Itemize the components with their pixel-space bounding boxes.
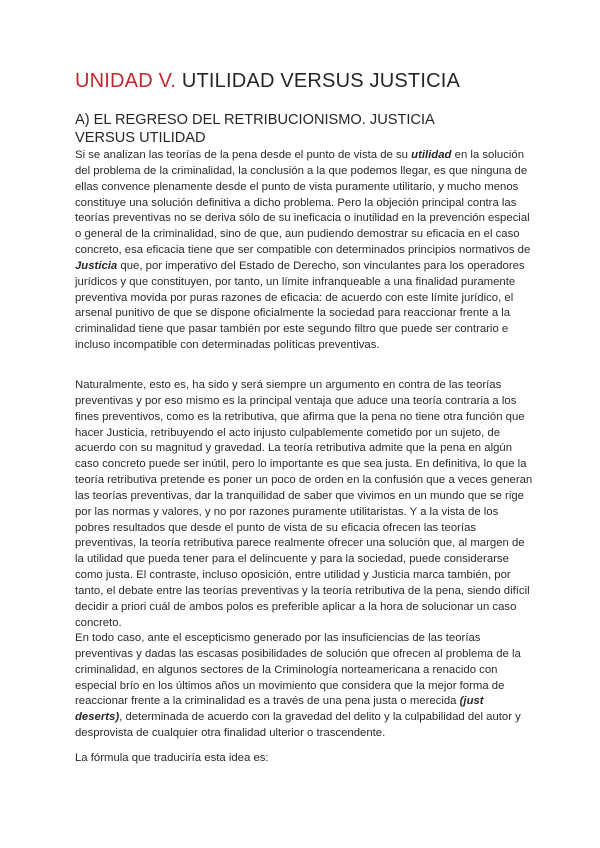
paragraph-2 bbox=[75, 378, 533, 632]
p1-text-e: que, por imperativo del Estado de Derecho, son vinculantes para los operadores jurídicos y que constituyen, por tanto, un límite infranqueable a una finalidad puramente preventiva movida por puras razones de eficacia: de acuerdo con este límite jurídico, el arsenal punitivo de que se dispone oficialmente la sociedad para reaccionar frente a la criminalidad tiene que pasar también por este segundo filtro que puede ser contrario e incluso incompatible con determinadas políticas preventivas. bbox=[75, 259, 525, 352]
p1-text-c: en la solución del problema de la criminalidad, la conclusión a la que podemos llegar, es que ninguna de ellas convence plenamente desde el punto de vista puramente utilitario, y mucho menos constituye una solución definitiva a dicho problema. Pero la objeción principal contra las teorías preventivas no se deriva sólo de su ineficacia o inutilidad en la prevención especial o general de la criminalidad, sino de que, aun pudiendo demostrar su eficacia en el caso concreto, esa eficacia tiene que ser compatible con determinados principios normativos de bbox=[75, 149, 531, 257]
paragraph-4 bbox=[75, 751, 533, 767]
paragraph-1 bbox=[75, 148, 533, 354]
unit-name: UTILIDAD VERSUS JUSTICIA bbox=[181, 70, 461, 92]
p1-emphasis-utilidad: utilidad bbox=[411, 149, 452, 161]
p3-text-c: , determinada de acuerdo con la gravedad del delito y la culpabilidad del autor y desprovista de cualquier otra finalidad ulterior o trascendente. bbox=[75, 711, 521, 740]
p1-emphasis-justicia: Justicia bbox=[75, 259, 118, 272]
section-title: A) EL REGRESO DEL RETRIBUCIONISMO. JUSTICIA VERSUS UTILIDAD bbox=[75, 112, 434, 146]
p3-emphasis-just-deserts: (just deserts) bbox=[75, 695, 484, 724]
p3-text-a: En todo caso, ante el escepticismo generado por las insuficiencias de las teorías preventivas y dadas las escasas posibilidades de solución que ofrecen al problema de la criminalidad, en algunos sectores de la Criminología norteamericana a renacido con especial brío en los últimos años un movimiento que considera que la mejor forma de reaccionar frente a la criminalidad es a través de una pena justa o merecida bbox=[75, 632, 521, 708]
unit-title bbox=[75, 70, 460, 93]
unit-number: UNIDAD V. bbox=[75, 70, 177, 92]
paragraph-3 bbox=[75, 631, 533, 742]
p1-text-a: Si se analizan las teorías de la pena desde el punto de vista de su bbox=[75, 149, 412, 161]
p2-text: Naturalmente, esto es, ha sido y será siempre un argumento en contra de las teorías preventivas y por eso mismo es la principal ventaja que aduce una teoría contraria a los fines preventivos, como es la retributiva, que afirma que la pena no tiene otra función que hacer Justicia, retribuyendo el acto injusto culpablemente cometido por un sujeto, de acuerdo con su magnitud y gravedad. La teoría retributiva admite que la pena en algún caso concreto puede ser inútil, pero lo importante es que sea justa. En definitiva, lo que la teoría retributiva pretende es poner un poco de orden en la confusión que a veces generan las teorías preventivas, dar la tranquilidad de saber que vivimos en un mundo que se rige por las normas y valores, y no por razones puramente utilitaristas. Y a la vista de los pobres resultados que desde el punto de vista de su eficacia ofrecen las teorías preventivas, la teoría retributiva parece realmente ofrecer una solución que, al margen de la utilidad que pueda tener para el delincuente y para la sociedad, puede considerarse como justa. El contraste, incluso oposición, entre utilidad y Justicia marca también, por tanto, el debate entre las teorías preventivas y la teoría retributiva de la pena, siendo difícil decidir a priori cuál de ambos polos es preferible aplicar a la hora de solucionar un caso concreto. bbox=[75, 379, 533, 629]
p4-text: La fórmula que traduciría esta idea es: bbox=[75, 752, 269, 764]
